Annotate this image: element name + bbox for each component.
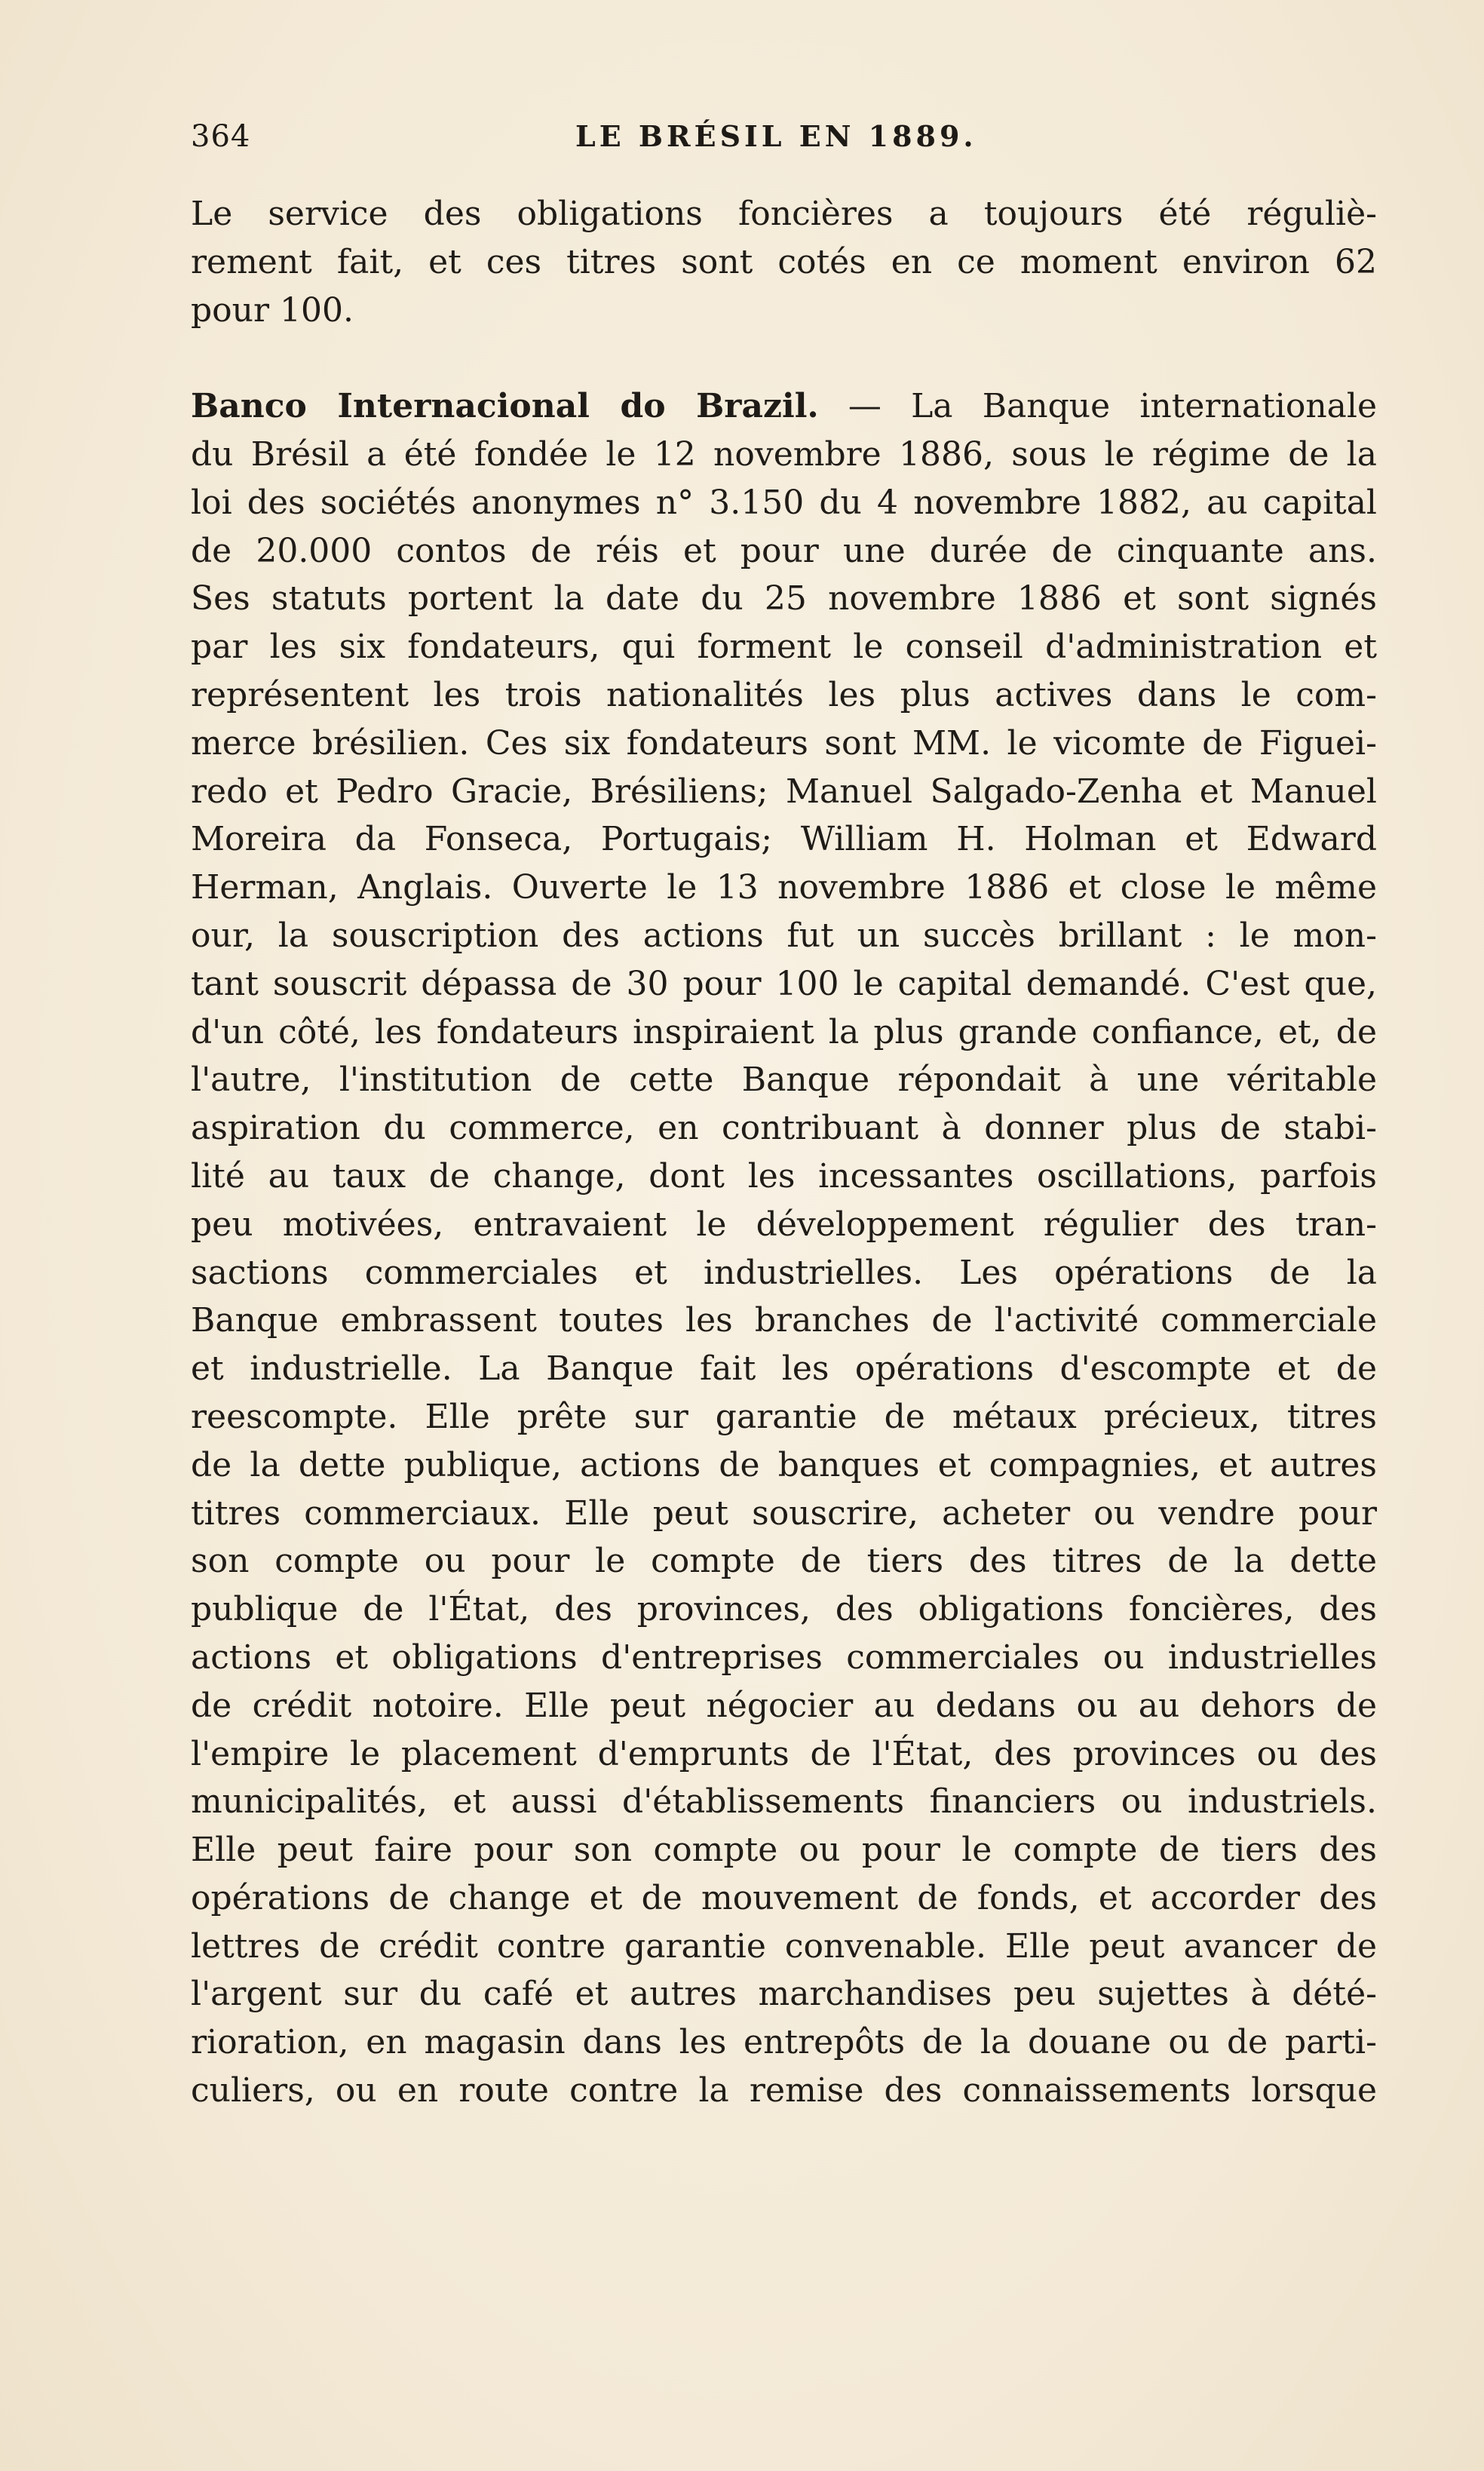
text-line: lité au taux de change, dont les incessantes oscillations, parfois <box>191 1156 1377 1196</box>
text-line: publique de l'État, des provinces, des obligations foncières, des <box>191 1590 1377 1629</box>
text-line: municipalités, et aussi d'établissements financiers ou industriels. <box>191 1782 1377 1822</box>
running-title: LE BRÉSIL EN 1889. <box>575 119 977 153</box>
page-number: 364 <box>191 119 251 154</box>
text-line: loi des sociétés anonymes n° 3.150 du 4 novembre 1882, au capital <box>191 483 1377 522</box>
text-line: Moreira da Fonseca, Portugais; William H. Holman et Edward <box>191 820 1377 859</box>
text-line: de crédit notoire. Elle peut négocier au dedans ou au dehors de <box>191 1686 1377 1725</box>
text-line: de la dette publique, actions de banques et compagnies, et autres <box>191 1445 1377 1484</box>
text-line: par les six fondateurs, qui forment le conseil d'administration et <box>191 628 1377 667</box>
text-line: l'autre, l'institution de cette Banque répondait à une véritable <box>191 1061 1377 1100</box>
paragraph-banco-internacional <box>191 382 1377 2115</box>
paragraph-obligations <box>191 190 1377 334</box>
text-line: redo et Pedro Gracie, Brésiliens; Manuel Salgado-Zenha et Manuel <box>191 772 1377 811</box>
text-line: peu motivées, entravaient le développement régulier des tran- <box>191 1205 1377 1244</box>
text-line: tant souscrit dépassa de 30 pour 100 le capital demandé. C'est que, <box>191 964 1377 1003</box>
text-line: Elle peut faire pour son compte ou pour le compte de tiers des <box>191 1831 1377 1870</box>
text-line: titres commerciaux. Elle peut souscrire, acheter ou vendre pour <box>191 1493 1377 1533</box>
text-line: Ses statuts portent la date du 25 novembre 1886 et sont signés <box>191 579 1377 619</box>
text-line: Le service des obligations foncières a toujours été réguliè- <box>191 195 1377 233</box>
text-line: du Brésil a été fondée le 12 novembre 1886, sous le régime de la <box>191 434 1377 474</box>
text-line: de 20.000 contos de réis et pour une durée de cinquante ans. <box>191 531 1377 570</box>
text-line: pour 100. <box>191 290 354 330</box>
heading-line-rest: — La Banque internationale <box>818 387 1377 426</box>
body-text <box>191 190 1377 2115</box>
text-line: culiers, ou en route contre la remise des connaissements lorsque <box>191 2071 1377 2110</box>
text-line: l'argent sur du café et autres marchandises peu sujettes à dété- <box>191 1975 1377 2014</box>
text-line: our, la souscription des actions fut un succès brillant : le mon- <box>191 916 1377 955</box>
text-line: opérations de change et de mouvement de fonds, et accorder des <box>191 1878 1377 1917</box>
paragraph-spacer <box>191 334 1377 382</box>
text-line: son compte ou pour le compte de tiers des titres de la dette <box>191 1542 1377 1581</box>
text-line: reescompte. Elle prête sur garantie de métaux précieux, titres <box>191 1397 1377 1436</box>
text-line: lettres de crédit contre garantie convenable. Elle peut avancer de <box>191 1926 1377 1966</box>
text-line: merce brésilien. Ces six fondateurs sont MM. le vicomte de Figuei- <box>191 723 1377 763</box>
text-line: Herman, Anglais. Ouverte le 13 novembre 1886 et close le même <box>191 868 1377 907</box>
text-line: Banque embrassent toutes les branches de l'activité commerciale <box>191 1301 1377 1340</box>
text-line: et industrielle. La Banque fait les opérations d'escompte et de <box>191 1349 1377 1389</box>
text-line: sactions commerciales et industrielles. Les opérations de la <box>191 1253 1377 1292</box>
text-line: d'un côté, les fondateurs inspiraient la plus grande confiance, et, de <box>191 1012 1377 1051</box>
text-line: rement fait, et ces titres sont cotés en ce moment environ 62 <box>191 242 1377 281</box>
text-line: actions et obligations d'entreprises commerciales ou industrielles <box>191 1638 1377 1677</box>
text-line <box>191 382 1377 431</box>
text-line: l'empire le placement d'emprunts de l'État, des provinces ou des <box>191 1734 1377 1773</box>
text-line: rioration, en magasin dans les entrepôts de la douane ou de parti- <box>191 2023 1377 2062</box>
section-heading: Banco Internacional do Brazil. <box>191 387 819 426</box>
page-header <box>191 119 1377 164</box>
text-line: aspiration du commerce, en contribuant à donner plus de stabi- <box>191 1109 1377 1148</box>
text-line: représentent les trois nationalités les plus actives dans le com- <box>191 675 1377 714</box>
